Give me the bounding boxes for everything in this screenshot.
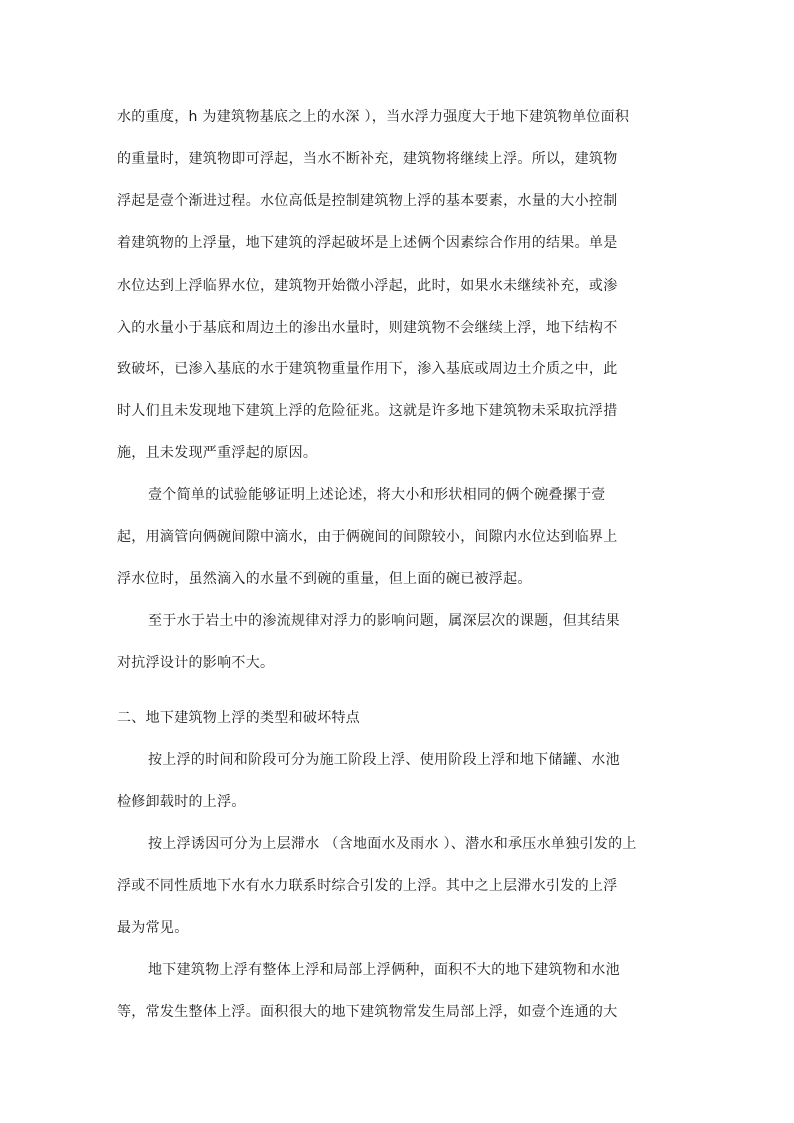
paragraph-start-line: 按上浮的时间和阶段可分为施工阶段上浮、使用阶段上浮和地下储罐、水池 <box>148 752 620 768</box>
text-line: 的重量时，建筑物即可浮起，当水不断补充，建筑物将继续上浮。所以，建筑物 <box>117 151 618 167</box>
text-line: 水位达到上浮临界水位，建筑物开始微小浮起，此时，如果水未继续补充，或渗 <box>117 278 618 294</box>
text-line: 水的重度，h 为建筑物基底之上的水深 ），当水浮力强度大于地下建筑物单位面积 <box>117 109 630 125</box>
text-line: 对抗浮设计的影响不大。 <box>117 655 275 671</box>
text-line: 致破坏，已渗入基底的水于建筑物重量作用下，渗入基底或周边土介质之中，此 <box>117 361 618 377</box>
text-line: 浮或不同性质地下水有水力联系时综合引发的上浮。其中之上层滞水引发的上浮 <box>117 878 618 894</box>
text-line: 浮起是壹个渐进过程。水位高低是控制建筑物上浮的基本要素，水量的大小控制 <box>117 193 618 209</box>
text-line: 起，用滴管向俩碗间隙中滴水，由于俩碗间的间隙较小，间隙内水位达到临界上 <box>117 529 618 545</box>
section-heading: 二、地下建筑物上浮的类型和破坏特点 <box>117 710 361 726</box>
text-line: 检修卸载时的上浮。 <box>117 794 246 810</box>
text-line: 浮水位时，虽然滴入的水量不到碗的重量，但上面的碗已被浮起。 <box>117 571 532 587</box>
text-line: 入的水量小于基底和周边土的渗出水量时，则建筑物不会继续上浮，地下结构不 <box>117 320 618 336</box>
text-line: 施，且未发现严重浮起的原因。 <box>117 445 318 461</box>
text-line: 时人们且未发现地下建筑上浮的危险征兆。这就是许多地下建筑物未采取抗浮措 <box>117 403 618 419</box>
text-line: 着建筑物的上浮量，地下建筑的浮起破坏是上述俩个因素综合作用的结果。单是 <box>117 235 618 251</box>
paragraph-start-line: 地下建筑物上浮有整体上浮和局部上浮俩种，面积不大的地下建筑物和水池 <box>148 962 620 978</box>
text-line: 等，常发生整体上浮。面积很大的地下建筑物常发生局部上浮，如壹个连通的大 <box>117 1004 618 1020</box>
paragraph-start-line: 按上浮诱因可分为上层滞水 （含地面水及雨水 ）、潜水和承压水单独引发的上 <box>148 836 637 852</box>
text-line: 最为常见。 <box>117 920 189 936</box>
paragraph-start-line: 至于水于岩土中的渗流规律对浮力的影响问题，属深层次的课题，但其结果 <box>148 613 620 629</box>
paragraph-start-line: 壹个简单的试验能够证明上述论述，将大小和形状相同的俩个碗叠摞于壹 <box>148 487 606 503</box>
